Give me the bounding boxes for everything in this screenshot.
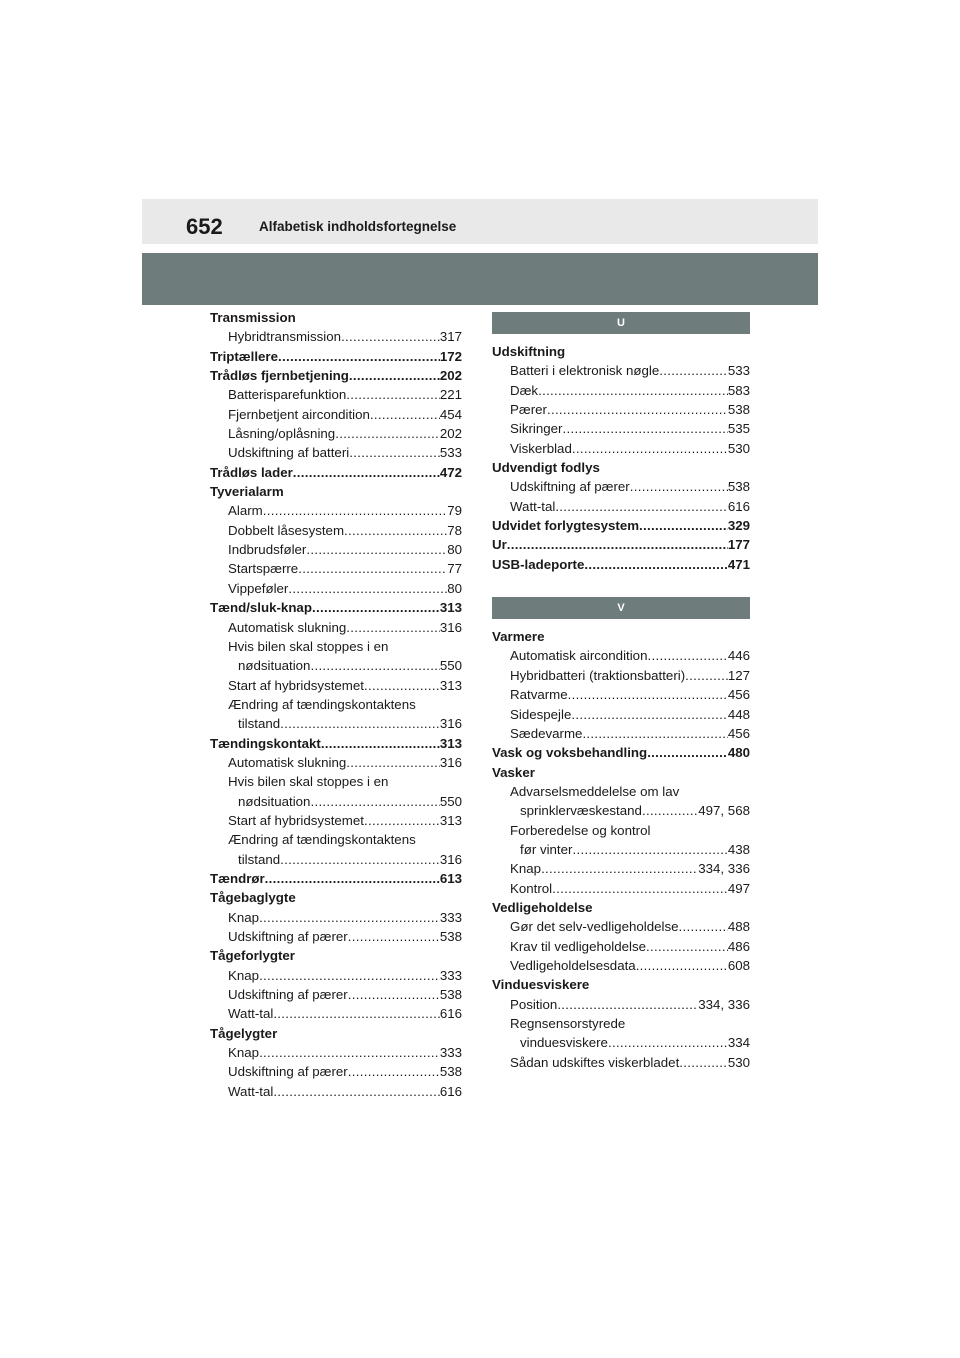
index-subheading: Advarselsmeddelelse om lav — [510, 783, 680, 799]
index-heading: Udskiftning — [492, 344, 566, 359]
index-entry[interactable]: Pærer ..... 538 — [492, 400, 750, 419]
index-entry[interactable]: Knap ..... 333 — [210, 966, 462, 985]
index-heading: Tågelygter — [210, 1025, 278, 1041]
index-entry[interactable]: Indbrudsføler ..... 80 — [210, 540, 462, 559]
index-entry[interactable]: Triptællere ..... 172 — [210, 347, 462, 366]
index-heading: Vasker — [492, 764, 535, 780]
index-entry[interactable]: Sædevarme ..... 456 — [492, 724, 750, 743]
header-banner — [142, 253, 818, 305]
index-subheading: Forberedelse og kontrol — [510, 822, 651, 838]
index-entry[interactable]: Knap ..... 333 — [210, 1043, 462, 1062]
index-column-right — [492, 308, 750, 1072]
index-entry[interactable]: Batterisparefunktion ..... 221 — [210, 385, 462, 404]
index-entry[interactable]: Trådløs fjernbetjening ..... 202 — [210, 366, 462, 385]
index-entry[interactable]: Position ..... 334, 336 — [492, 995, 750, 1014]
index-subheading: Ændring af tændingskontaktens — [228, 696, 416, 712]
index-entry[interactable]: tilstand ..... 316 — [210, 850, 462, 869]
index-heading: Vedligeholdelse — [492, 899, 593, 915]
index-entry[interactable]: Start af hybridsystemet ..... 313 — [210, 811, 462, 830]
index-entry[interactable]: Krav til vedligeholdelse ..... 486 — [492, 937, 750, 956]
index-heading: Vinduesviskere — [492, 977, 590, 993]
index-subheading: Hvis bilen skal stoppes i en — [228, 774, 389, 790]
index-entry[interactable]: Watt-tal ..... 616 — [210, 1082, 462, 1101]
index-subheading: Hvis bilen skal stoppes i en — [228, 638, 389, 654]
index-entry[interactable]: Hybridbatteri (traktionsbatteri) ..... 127 — [492, 666, 750, 685]
index-entry[interactable]: Knap ..... 334, 336 — [492, 859, 750, 878]
index-heading: Tågebaglygte — [210, 890, 296, 906]
index-entry[interactable]: Udskiftning af pærer ..... 538 — [210, 927, 462, 946]
index-entry[interactable]: Kontrol ..... 497 — [492, 879, 750, 898]
index-entry[interactable]: Dobbelt låsesystem ..... 78 — [210, 521, 462, 540]
index-entry[interactable]: Trådløs lader ..... 472 — [210, 463, 462, 482]
index-entry[interactable]: Automatisk aircondition ..... 446 — [492, 646, 750, 665]
index-entry[interactable]: Startspærre ..... 77 — [210, 559, 462, 578]
index-entry[interactable]: Udskiftning af pærer ..... 538 — [210, 1062, 462, 1081]
index-entry[interactable]: Automatisk slukning ..... 316 — [210, 753, 462, 772]
index-entry[interactable]: Viskerblad ..... 530 — [492, 439, 750, 458]
index-entry[interactable]: Sikringer ..... 535 — [492, 419, 750, 438]
index-entry[interactable]: Hybridtransmission ..... 317 — [210, 327, 462, 346]
index-heading: Tyverialarm — [210, 484, 284, 500]
index-entry[interactable]: Automatisk slukning ..... 316 — [210, 618, 462, 637]
index-heading: Transmission — [210, 310, 296, 325]
index-entry[interactable]: Vask og voksbehandling ..... 480 — [492, 743, 750, 762]
index-entry[interactable]: før vinter ..... 438 — [492, 840, 750, 859]
index-heading: Varmere — [492, 629, 545, 645]
header-bar — [142, 199, 818, 244]
index-entry[interactable]: Ratvarme ..... 456 — [492, 685, 750, 704]
index-entry[interactable]: Dæk ..... 583 — [492, 381, 750, 400]
index-subheading: Ændring af tændingskontaktens — [228, 832, 416, 848]
index-entry[interactable]: Start af hybridsystemet ..... 313 — [210, 676, 462, 695]
index-heading: Tågeforlygter — [210, 948, 295, 964]
index-entry[interactable]: Vedligeholdelsesdata ..... 608 — [492, 956, 750, 975]
index-entry[interactable]: tilstand ..... 316 — [210, 714, 462, 733]
section-letter-u: U — [492, 312, 750, 334]
index-entry[interactable]: Udskiftning af pærer ..... 538 — [210, 985, 462, 1004]
index-entry[interactable]: Tænd/sluk-knap ..... 313 — [210, 598, 462, 617]
index-entry[interactable]: Udskiftning af pærer ..... 538 — [492, 477, 750, 496]
index-entry[interactable]: nødsituation ..... 550 — [210, 656, 462, 675]
index-entry[interactable]: Tændrør ..... 613 — [210, 869, 462, 888]
index-column-left — [210, 308, 462, 1101]
index-entry[interactable]: vinduesviskere ..... 334 — [492, 1033, 750, 1052]
page-number: 652 — [186, 214, 223, 239]
index-entry[interactable]: Vippeføler ..... 80 — [210, 579, 462, 598]
index-entry[interactable]: sprinklervæskestand ..... 497, 568 — [492, 801, 750, 820]
index-entry[interactable]: Ur ..... 177 — [492, 535, 750, 554]
index-entry[interactable]: Sidespejle ..... 448 — [492, 705, 750, 724]
page-title: Alfabetisk indholdsfortegnelse — [259, 219, 457, 234]
index-entry[interactable]: nødsituation ..... 550 — [210, 792, 462, 811]
index-subheading: Regnsensorstyrede — [510, 1016, 626, 1031]
index-entry[interactable]: Gør det selv-vedligeholdelse ..... 488 — [492, 917, 750, 936]
section-letter-v: V — [492, 597, 750, 619]
index-heading: Udvendigt fodlys — [492, 460, 600, 476]
index-entry[interactable]: Tændingskontakt ..... 313 — [210, 734, 462, 753]
index-entry[interactable]: Sådan udskiftes viskerbladet ..... 530 — [492, 1053, 750, 1072]
index-entry[interactable]: Låsning/oplåsning ..... 202 — [210, 424, 462, 443]
index-entry[interactable]: Udskiftning af batteri ..... 533 — [210, 443, 462, 462]
index-entry[interactable]: USB-ladeporte ..... 471 — [492, 555, 750, 574]
index-entry[interactable]: Knap ..... 333 — [210, 908, 462, 927]
index-entry[interactable]: Udvidet forlygtesystem ..... 329 — [492, 516, 750, 535]
index-entry[interactable]: Alarm ..... 79 — [210, 501, 462, 520]
index-entry[interactable]: Batteri i elektronisk nøgle ..... 533 — [492, 361, 750, 380]
index-entry[interactable]: Watt-tal ..... 616 — [492, 497, 750, 516]
index-entry[interactable]: Watt-tal ..... 616 — [210, 1004, 462, 1023]
index-entry[interactable]: Fjernbetjent aircondition ..... 454 — [210, 405, 462, 424]
